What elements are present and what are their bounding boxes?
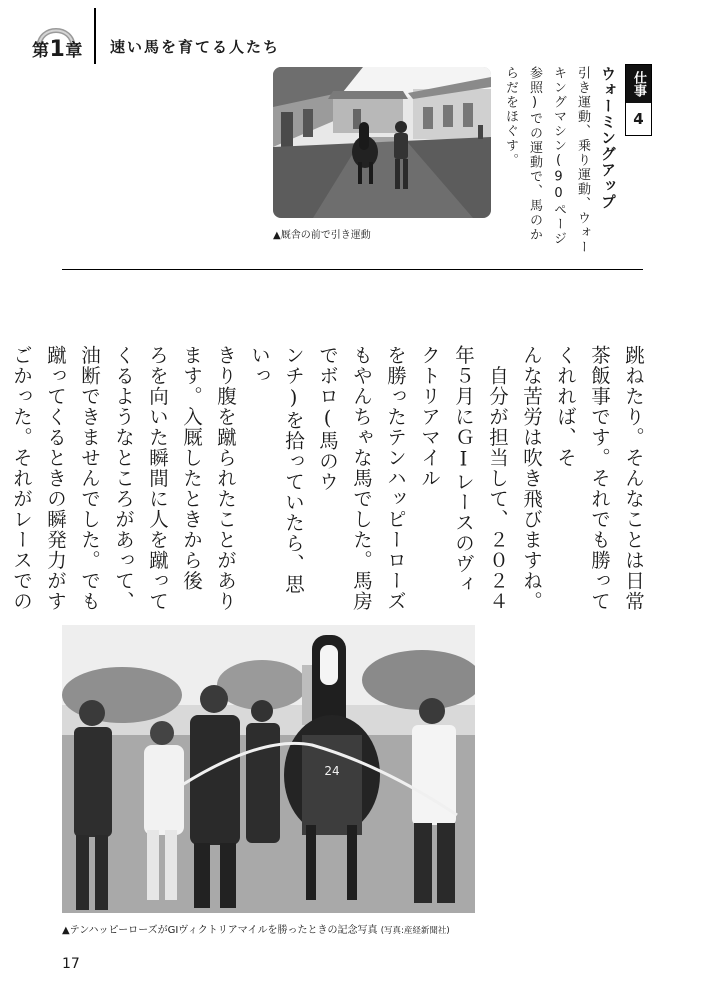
- text-column: ます。入厩したときから後: [180, 345, 203, 591]
- stable-walk-photo: [273, 67, 491, 218]
- text-column: きり腹を蹴られたことがあり: [214, 345, 237, 612]
- chapter-label: 第1章: [32, 37, 83, 62]
- text-column: 蹴ってくるときの瞬発力がす: [44, 345, 67, 612]
- victory-photo-caption: ▲テンハッピーローズがGⅠヴィクトリアマイルを勝ったときの記念写真 (写真:産経新聞社): [62, 925, 450, 936]
- work-body: 引き運動、乗り運動、ウォーキングマシン(90ページ参照)での運動で、馬のからだをほぐす。: [503, 66, 590, 255]
- work-tag-number: 4: [633, 110, 644, 128]
- horse-number-cloth: 24: [324, 764, 340, 778]
- text-column: くるようなところがあって、: [112, 345, 135, 612]
- page-number: 17: [62, 956, 80, 972]
- work-tag-label: 仕事: [626, 65, 651, 103]
- text-column: [0, 345, 4, 613]
- text-column: ろを向いた瞬間に人を蹴って: [146, 345, 169, 612]
- text-column: 跳ねたり。そんなことは日常茶飯事です。それでも勝ってくれれば、そ: [554, 345, 645, 612]
- text-column: 油断できませんでした。でも: [78, 345, 101, 612]
- victory-commemorative-photo: [62, 625, 475, 913]
- work-heading: ウォーミングアップ: [599, 66, 617, 210]
- text-column: ンチ)を拾っていたら、思いっ: [248, 345, 305, 595]
- section-divider: [62, 269, 643, 270]
- text-column: んな苦労は吹き飛びますね。: [520, 345, 543, 612]
- stable-walk-caption: ▲厩舎の前で引き運動: [273, 230, 371, 241]
- text-column: ごかった。それがレースでの: [10, 345, 33, 612]
- text-column: を勝ったテンハッピーローズもやんちゃな馬でした。馬房でボロ(馬のウ: [316, 345, 407, 612]
- text-column: 自分が担当して、２０２４年５月にＧⅠレースのヴィクトリアマイル: [418, 345, 509, 612]
- photo-credit: (写真:産経新聞社): [380, 926, 450, 936]
- work-tag: [625, 64, 652, 136]
- chapter-title: 速い馬を育てる人たち: [110, 38, 281, 56]
- main-text-upper: [10, 345, 650, 613]
- header-divider: [94, 8, 96, 64]
